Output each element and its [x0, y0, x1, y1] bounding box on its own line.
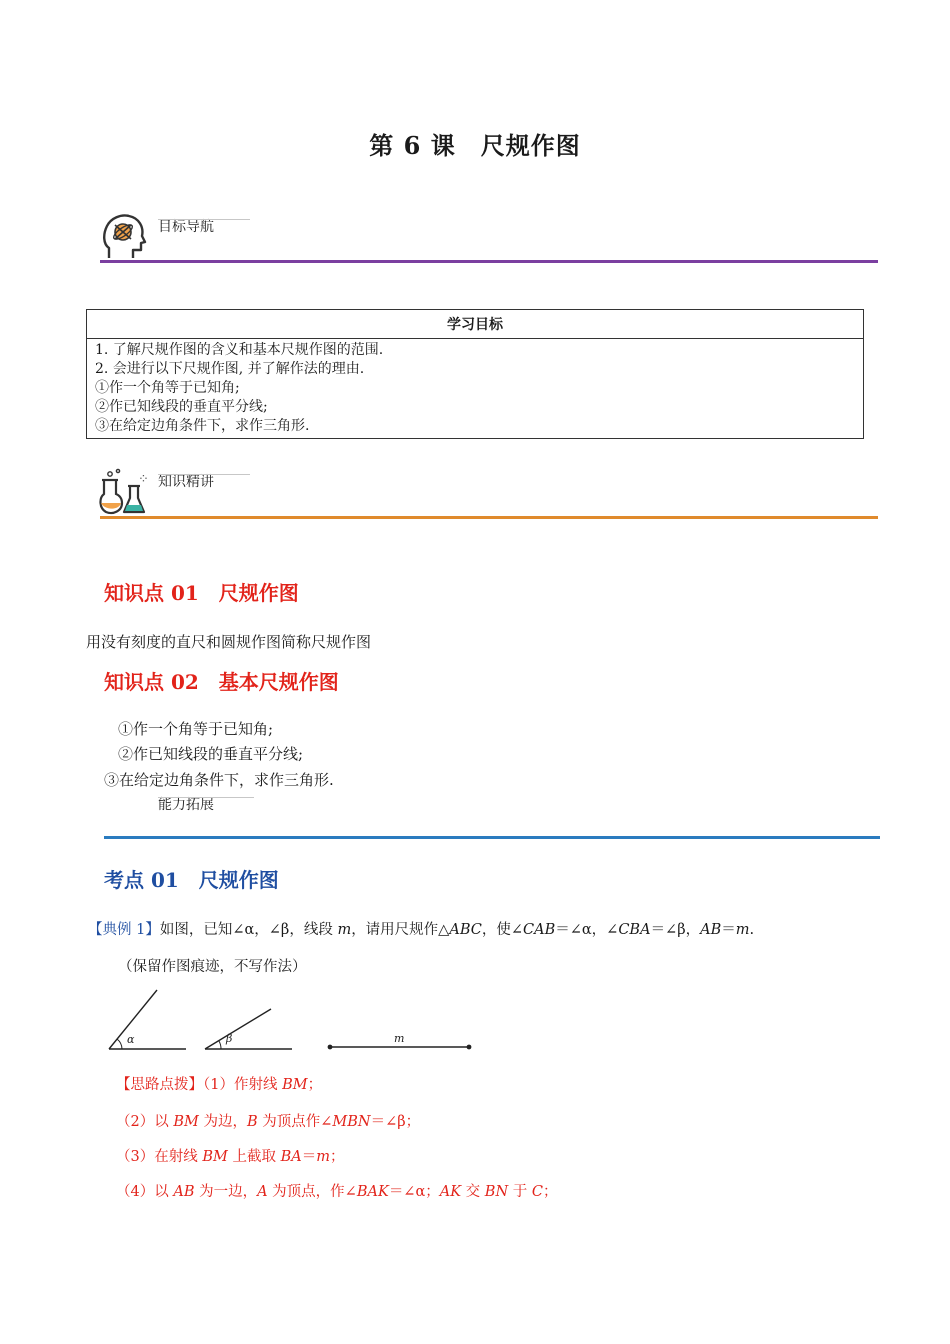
text-run: B	[246, 1114, 258, 1130]
example1-statement	[88, 918, 888, 939]
text-run: BAK	[356, 1184, 389, 1200]
hint-step-2	[116, 1112, 420, 1132]
text-run: A	[257, 1184, 268, 1200]
text-run: CBA	[618, 922, 651, 938]
knowledge-section-rule	[100, 516, 878, 519]
text-run: CAB	[523, 922, 556, 938]
ability-section-rule	[104, 836, 880, 839]
goal-line: ①作一个角等于已知角;	[95, 380, 240, 396]
text-run: 于	[508, 1184, 532, 1200]
ability-label-underline	[158, 797, 254, 798]
example1-tag: 【典例 1】	[88, 922, 160, 938]
text-run: m	[735, 922, 750, 938]
text-run: BM	[202, 1149, 228, 1165]
page-title: 第 6 课 尺规作图	[369, 131, 581, 160]
alpha-arc	[117, 1039, 122, 1049]
text-run: 为顶点作∠	[257, 1114, 333, 1130]
text-run: 为一边，	[194, 1184, 258, 1200]
text-run: 上截取	[227, 1149, 281, 1165]
kp2-item: ①作一个角等于已知角;	[118, 720, 274, 738]
beta-arc	[219, 1041, 221, 1049]
text-run: BA	[280, 1149, 302, 1165]
goals-table-container	[86, 309, 864, 439]
hint-step-3	[116, 1147, 344, 1167]
text-run: AB	[700, 922, 722, 938]
text-run: BN	[484, 1184, 509, 1200]
brain-head-icon	[101, 212, 147, 260]
kp1-text: 用没有刻度的直尺和圆规作图简称尺规作图	[86, 633, 372, 651]
text-run: BM	[173, 1114, 199, 1130]
sparkle-icon: ⁘	[138, 472, 149, 487]
text-run: m	[316, 1149, 330, 1165]
text-run: 如图，已知∠α，∠β，线段	[159, 922, 338, 938]
text-run: ＝	[721, 922, 736, 938]
text-run: ABC	[449, 922, 482, 938]
text-run: （4）以	[116, 1184, 174, 1200]
knowledge-label-underline	[158, 474, 250, 475]
text-run: 为边，	[198, 1114, 247, 1130]
knowledge-section-label: 知识精讲	[158, 474, 214, 490]
kp1-heading: 知识点 01 尺规作图	[104, 581, 299, 605]
kp2-item: ②作已知线段的垂直平分线;	[118, 745, 304, 763]
segment-m-endpoint	[328, 1045, 333, 1050]
hint-step-4	[116, 1182, 557, 1202]
text-run: 交	[461, 1184, 485, 1200]
kp2-item: ③在给定边角条件下，求作三角形.	[104, 771, 334, 789]
goal-line: ②作已知线段的垂直平分线;	[95, 399, 268, 415]
segment-m-label: m	[394, 1032, 405, 1045]
text-run: AB	[173, 1184, 195, 1200]
goal-line: 1. 了解尺规作图的含义和基本尺规作图的范围.	[95, 342, 384, 358]
text-run: m	[337, 922, 352, 938]
hint-tag: 【思路点拨】	[116, 1077, 203, 1093]
text-run: ＝∠α，∠	[555, 922, 619, 938]
segment-m-endpoint	[467, 1045, 472, 1050]
text-run: AK	[439, 1184, 462, 1200]
nav-section-rule	[100, 260, 878, 263]
text-run: 为顶点，作∠	[267, 1184, 357, 1200]
text-run: ＝∠α；	[388, 1184, 440, 1200]
nav-label-underline	[158, 219, 250, 220]
example1-note: （保留作图痕迹，不写作法）	[118, 959, 307, 975]
ability-section-label: 能力拓展	[158, 797, 214, 813]
text-run: ＝∠β；	[370, 1114, 421, 1130]
text-run: BM	[282, 1077, 308, 1093]
kp2-heading: 知识点 02 基本尺规作图	[104, 670, 339, 694]
beta-ray	[205, 1009, 271, 1049]
text-run: ，请用尺规作△	[351, 922, 450, 938]
text-run: （2）以	[116, 1114, 174, 1130]
goal-line: 2. 会进行以下尺规作图, 并了解作法的理由.	[95, 361, 365, 377]
text-run: MBN	[332, 1114, 371, 1130]
goals-table-body	[87, 339, 864, 439]
goal-line: ③在给定边角条件下，求作三角形.	[95, 418, 310, 434]
text-run: ；	[329, 1149, 345, 1165]
text-run: ；	[307, 1077, 323, 1093]
goals-table	[86, 309, 864, 439]
alpha-label: α	[127, 1033, 135, 1046]
beta-label: β	[226, 1032, 233, 1045]
hint-step-1	[116, 1075, 322, 1095]
text-run: （3）在射线	[116, 1149, 203, 1165]
exam1-heading: 考点 01 尺规作图	[104, 868, 279, 892]
text-run: ＝	[301, 1149, 317, 1165]
text-run: .	[749, 922, 755, 938]
goals-table-header: 学习目标	[87, 310, 864, 339]
text-run: ＝∠β，	[650, 922, 701, 938]
example1-figure	[100, 985, 480, 1055]
nav-section-label: 目标导航	[158, 219, 214, 235]
text-run: ，使∠	[481, 922, 523, 938]
text-run: C	[531, 1184, 543, 1200]
text-run: （1）作射线	[203, 1077, 283, 1093]
text-run: ；	[542, 1184, 558, 1200]
